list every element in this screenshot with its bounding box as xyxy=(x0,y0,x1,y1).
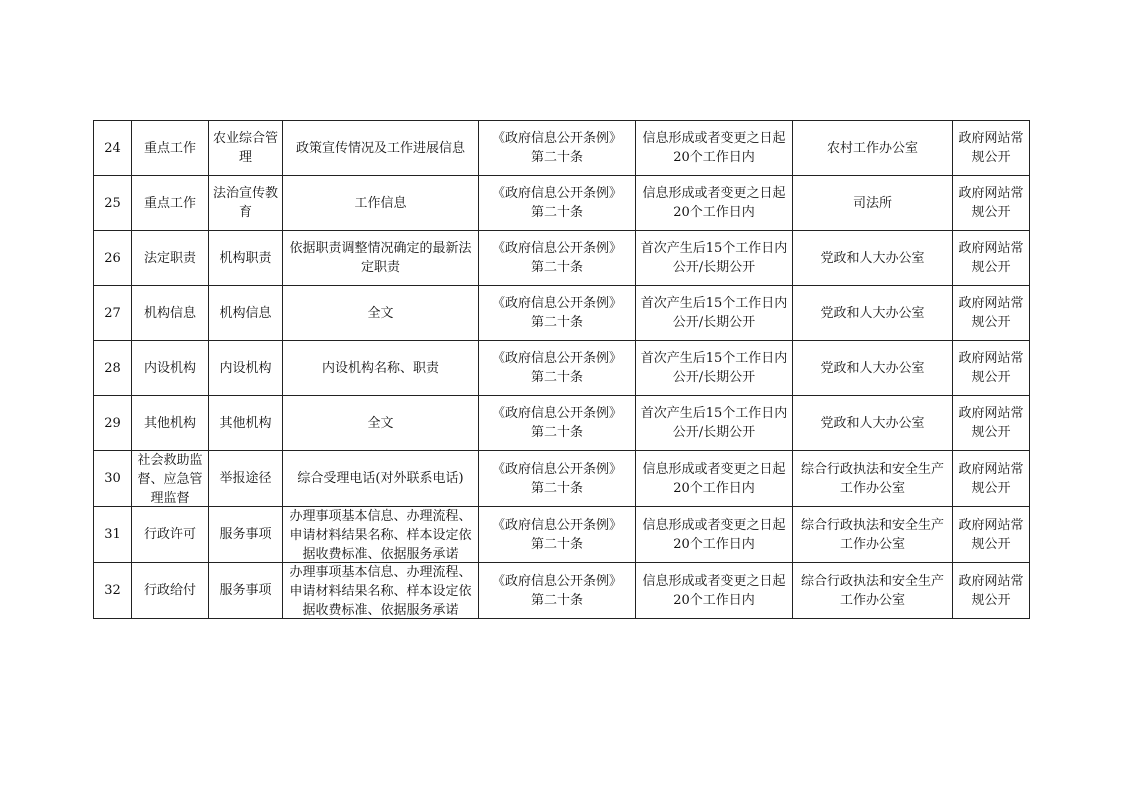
cell-subcategory xyxy=(209,286,283,341)
cell-timeline xyxy=(636,563,793,619)
cell-department-text: 综合行政执法和安全生产工作办公室 xyxy=(800,461,944,496)
cell-subcategory-text: 法治宣传教育 xyxy=(213,186,278,220)
cell-content xyxy=(283,563,479,619)
basis-line-1: 《政府信息公开条例》 xyxy=(491,131,622,146)
cell-method-text: 政府网站常规公开 xyxy=(958,406,1024,440)
cell-content xyxy=(283,451,479,507)
cell-method xyxy=(953,563,1030,619)
cell-method-text: 政府网站常规公开 xyxy=(958,517,1024,552)
cell-number-text: 32 xyxy=(104,583,121,598)
cell-method-text: 政府网站常规公开 xyxy=(958,186,1024,220)
basis-line-1: 《政府信息公开条例》 xyxy=(491,241,622,256)
cell-category-text: 内设机构 xyxy=(143,360,196,376)
cell-subcategory xyxy=(209,121,283,176)
cell-content xyxy=(283,121,479,176)
cell-timeline xyxy=(636,231,793,286)
table-row xyxy=(94,341,1030,396)
cell-department-text: 司法所 xyxy=(852,195,892,211)
basis-line-2: 第二十条 xyxy=(530,150,583,165)
basis-line-1: 《政府信息公开条例》 xyxy=(491,573,622,589)
table-row xyxy=(94,507,1030,563)
cell-subcategory xyxy=(209,563,283,619)
cell-content-text: 工作信息 xyxy=(354,195,407,211)
cell-subcategory-text: 其他机构 xyxy=(219,415,272,431)
cell-content-text: 全文 xyxy=(367,415,394,431)
cell-category-text: 重点工作 xyxy=(143,140,196,156)
cell-department-text: 农村工作办公室 xyxy=(826,140,918,156)
cell-category xyxy=(132,286,209,341)
cell-basis xyxy=(479,396,636,451)
cell-category xyxy=(132,121,209,176)
cell-timeline-text: 首次产生后15个工作日内公开/长期公开 xyxy=(640,296,788,330)
cell-category-text: 其他机构 xyxy=(143,415,196,431)
cell-department xyxy=(793,121,953,176)
basis-line-1: 《政府信息公开条例》 xyxy=(491,186,622,201)
basis-line-2: 第二十条 xyxy=(530,315,583,330)
basis-line-2: 第二十条 xyxy=(530,536,583,552)
cell-category xyxy=(132,396,209,451)
cell-department-text: 综合行政执法和安全生产工作办公室 xyxy=(800,517,944,552)
cell-department-text: 党政和人大办公室 xyxy=(820,305,925,321)
basis-line-2: 第二十条 xyxy=(530,480,583,496)
cell-timeline xyxy=(636,451,793,507)
cell-department xyxy=(793,396,953,451)
cell-timeline xyxy=(636,507,793,563)
cell-method xyxy=(953,231,1030,286)
cell-department xyxy=(793,563,953,619)
cell-basis xyxy=(479,286,636,341)
cell-timeline-text: 首次产生后15个工作日内公开/长期公开 xyxy=(640,406,788,440)
basis-line-2: 第二十条 xyxy=(530,370,583,385)
cell-method xyxy=(953,286,1030,341)
table-row xyxy=(94,121,1030,176)
cell-subcategory-text: 机构职责 xyxy=(219,250,272,266)
table-row xyxy=(94,231,1030,286)
cell-basis xyxy=(479,451,636,507)
cell-category-text: 行政许可 xyxy=(143,527,196,542)
cell-timeline xyxy=(636,341,793,396)
cell-number xyxy=(94,451,132,507)
cell-department xyxy=(793,286,953,341)
cell-timeline-text: 信息形成或者变更之日起20个工作日内 xyxy=(642,131,786,165)
basis-line-1: 《政府信息公开条例》 xyxy=(491,461,622,477)
cell-basis xyxy=(479,341,636,396)
cell-category-text: 行政给付 xyxy=(143,583,196,598)
cell-content xyxy=(283,286,479,341)
basis-line-1: 《政府信息公开条例》 xyxy=(491,351,622,366)
cell-department-text: 党政和人大办公室 xyxy=(820,360,925,376)
cell-content xyxy=(283,396,479,451)
cell-method-text: 政府网站常规公开 xyxy=(958,351,1024,385)
basis-line-1: 《政府信息公开条例》 xyxy=(491,406,622,421)
cell-method xyxy=(953,507,1030,563)
cell-number-text: 27 xyxy=(104,305,121,321)
cell-method-text: 政府网站常规公开 xyxy=(958,296,1024,330)
cell-content-text: 办理事项基本信息、办理流程、申请材料结果名称、样本设定依据收费标准、依据服务承诺 xyxy=(289,509,472,562)
cell-basis xyxy=(479,176,636,231)
cell-category xyxy=(132,231,209,286)
table-row xyxy=(94,563,1030,619)
cell-subcategory xyxy=(209,341,283,396)
cell-number-text: 28 xyxy=(104,360,121,376)
cell-subcategory xyxy=(209,451,283,507)
cell-timeline-text: 首次产生后15个工作日内公开/长期公开 xyxy=(640,241,788,275)
cell-content xyxy=(283,507,479,563)
cell-basis xyxy=(479,231,636,286)
cell-method-text: 政府网站常规公开 xyxy=(958,131,1024,165)
cell-subcategory-text: 服务事项 xyxy=(219,527,272,542)
cell-timeline xyxy=(636,121,793,176)
cell-timeline-text: 信息形成或者变更之日起20个工作日内 xyxy=(642,573,786,608)
cell-basis xyxy=(479,121,636,176)
table-row xyxy=(94,286,1030,341)
cell-method xyxy=(953,396,1030,451)
cell-timeline-text: 首次产生后15个工作日内公开/长期公开 xyxy=(640,351,788,385)
cell-method xyxy=(953,341,1030,396)
cell-number xyxy=(94,341,132,396)
cell-number xyxy=(94,507,132,563)
cell-subcategory xyxy=(209,176,283,231)
basis-line-2: 第二十条 xyxy=(530,425,583,440)
cell-timeline-text: 信息形成或者变更之日起20个工作日内 xyxy=(642,461,786,496)
table-row xyxy=(94,451,1030,507)
cell-department xyxy=(793,507,953,563)
cell-category xyxy=(132,176,209,231)
cell-department-text: 党政和人大办公室 xyxy=(820,250,925,266)
cell-subcategory-text: 举报途径 xyxy=(219,471,272,486)
cell-method-text: 政府网站常规公开 xyxy=(958,573,1024,608)
cell-number xyxy=(94,121,132,176)
cell-category xyxy=(132,563,209,619)
basis-line-1: 《政府信息公开条例》 xyxy=(491,296,622,311)
cell-category-text: 机构信息 xyxy=(143,305,196,321)
cell-number-text: 25 xyxy=(104,195,121,211)
cell-content xyxy=(283,231,479,286)
cell-content-text: 全文 xyxy=(367,305,394,321)
cell-subcategory-text: 内设机构 xyxy=(219,360,272,376)
cell-department xyxy=(793,231,953,286)
cell-subcategory xyxy=(209,507,283,563)
cell-subcategory-text: 农业综合管理 xyxy=(213,131,278,165)
basis-line-1: 《政府信息公开条例》 xyxy=(491,517,622,533)
cell-category-text: 法定职责 xyxy=(143,250,196,266)
table-row xyxy=(94,176,1030,231)
cell-category xyxy=(132,341,209,396)
cell-category xyxy=(132,507,209,563)
cell-method xyxy=(953,121,1030,176)
cell-timeline xyxy=(636,286,793,341)
cell-timeline xyxy=(636,396,793,451)
cell-category-text: 重点工作 xyxy=(143,195,196,211)
cell-subcategory xyxy=(209,231,283,286)
cell-department-text: 党政和人大办公室 xyxy=(820,415,925,431)
cell-number xyxy=(94,396,132,451)
cell-category-text: 社会救助监督、应急管理监督 xyxy=(137,453,203,506)
cell-subcategory xyxy=(209,396,283,451)
table-body xyxy=(94,121,1030,619)
cell-category xyxy=(132,451,209,507)
table-row xyxy=(94,396,1030,451)
cell-content-text: 办理事项基本信息、办理流程、申请材料结果名称、样本设定依据收费标准、依据服务承诺 xyxy=(289,565,472,618)
cell-department xyxy=(793,341,953,396)
cell-number xyxy=(94,563,132,619)
cell-number-text: 29 xyxy=(104,415,121,431)
cell-content xyxy=(283,176,479,231)
cell-number xyxy=(94,231,132,286)
cell-department-text: 综合行政执法和安全生产工作办公室 xyxy=(800,573,944,608)
cell-content-text: 内设机构名称、职责 xyxy=(321,360,439,376)
cell-number xyxy=(94,286,132,341)
cell-subcategory-text: 机构信息 xyxy=(219,305,272,321)
cell-department xyxy=(793,451,953,507)
cell-content-text: 政策宣传情况及工作进展信息 xyxy=(295,140,465,156)
cell-content-text: 依据职责调整情况确定的最新法定职责 xyxy=(289,241,472,275)
cell-number-text: 26 xyxy=(104,250,121,266)
cell-basis xyxy=(479,563,636,619)
cell-method-text: 政府网站常规公开 xyxy=(958,241,1024,275)
cell-timeline xyxy=(636,176,793,231)
cell-number xyxy=(94,176,132,231)
basis-line-2: 第二十条 xyxy=(530,260,583,275)
cell-basis xyxy=(479,507,636,563)
cell-timeline-text: 信息形成或者变更之日起20个工作日内 xyxy=(642,517,786,552)
cell-method xyxy=(953,176,1030,231)
cell-content xyxy=(283,341,479,396)
cell-content-text: 综合受理电话(对外联系电话) xyxy=(297,471,464,486)
basis-line-2: 第二十条 xyxy=(530,205,583,220)
cell-department xyxy=(793,176,953,231)
cell-number-text: 31 xyxy=(104,527,121,542)
cell-method xyxy=(953,451,1030,507)
cell-timeline-text: 信息形成或者变更之日起20个工作日内 xyxy=(642,186,786,220)
cell-method-text: 政府网站常规公开 xyxy=(958,461,1024,496)
cell-number-text: 30 xyxy=(104,471,121,486)
disclosure-table xyxy=(93,120,1030,619)
cell-subcategory-text: 服务事项 xyxy=(219,583,272,598)
cell-number-text: 24 xyxy=(104,140,121,156)
basis-line-2: 第二十条 xyxy=(530,592,583,608)
